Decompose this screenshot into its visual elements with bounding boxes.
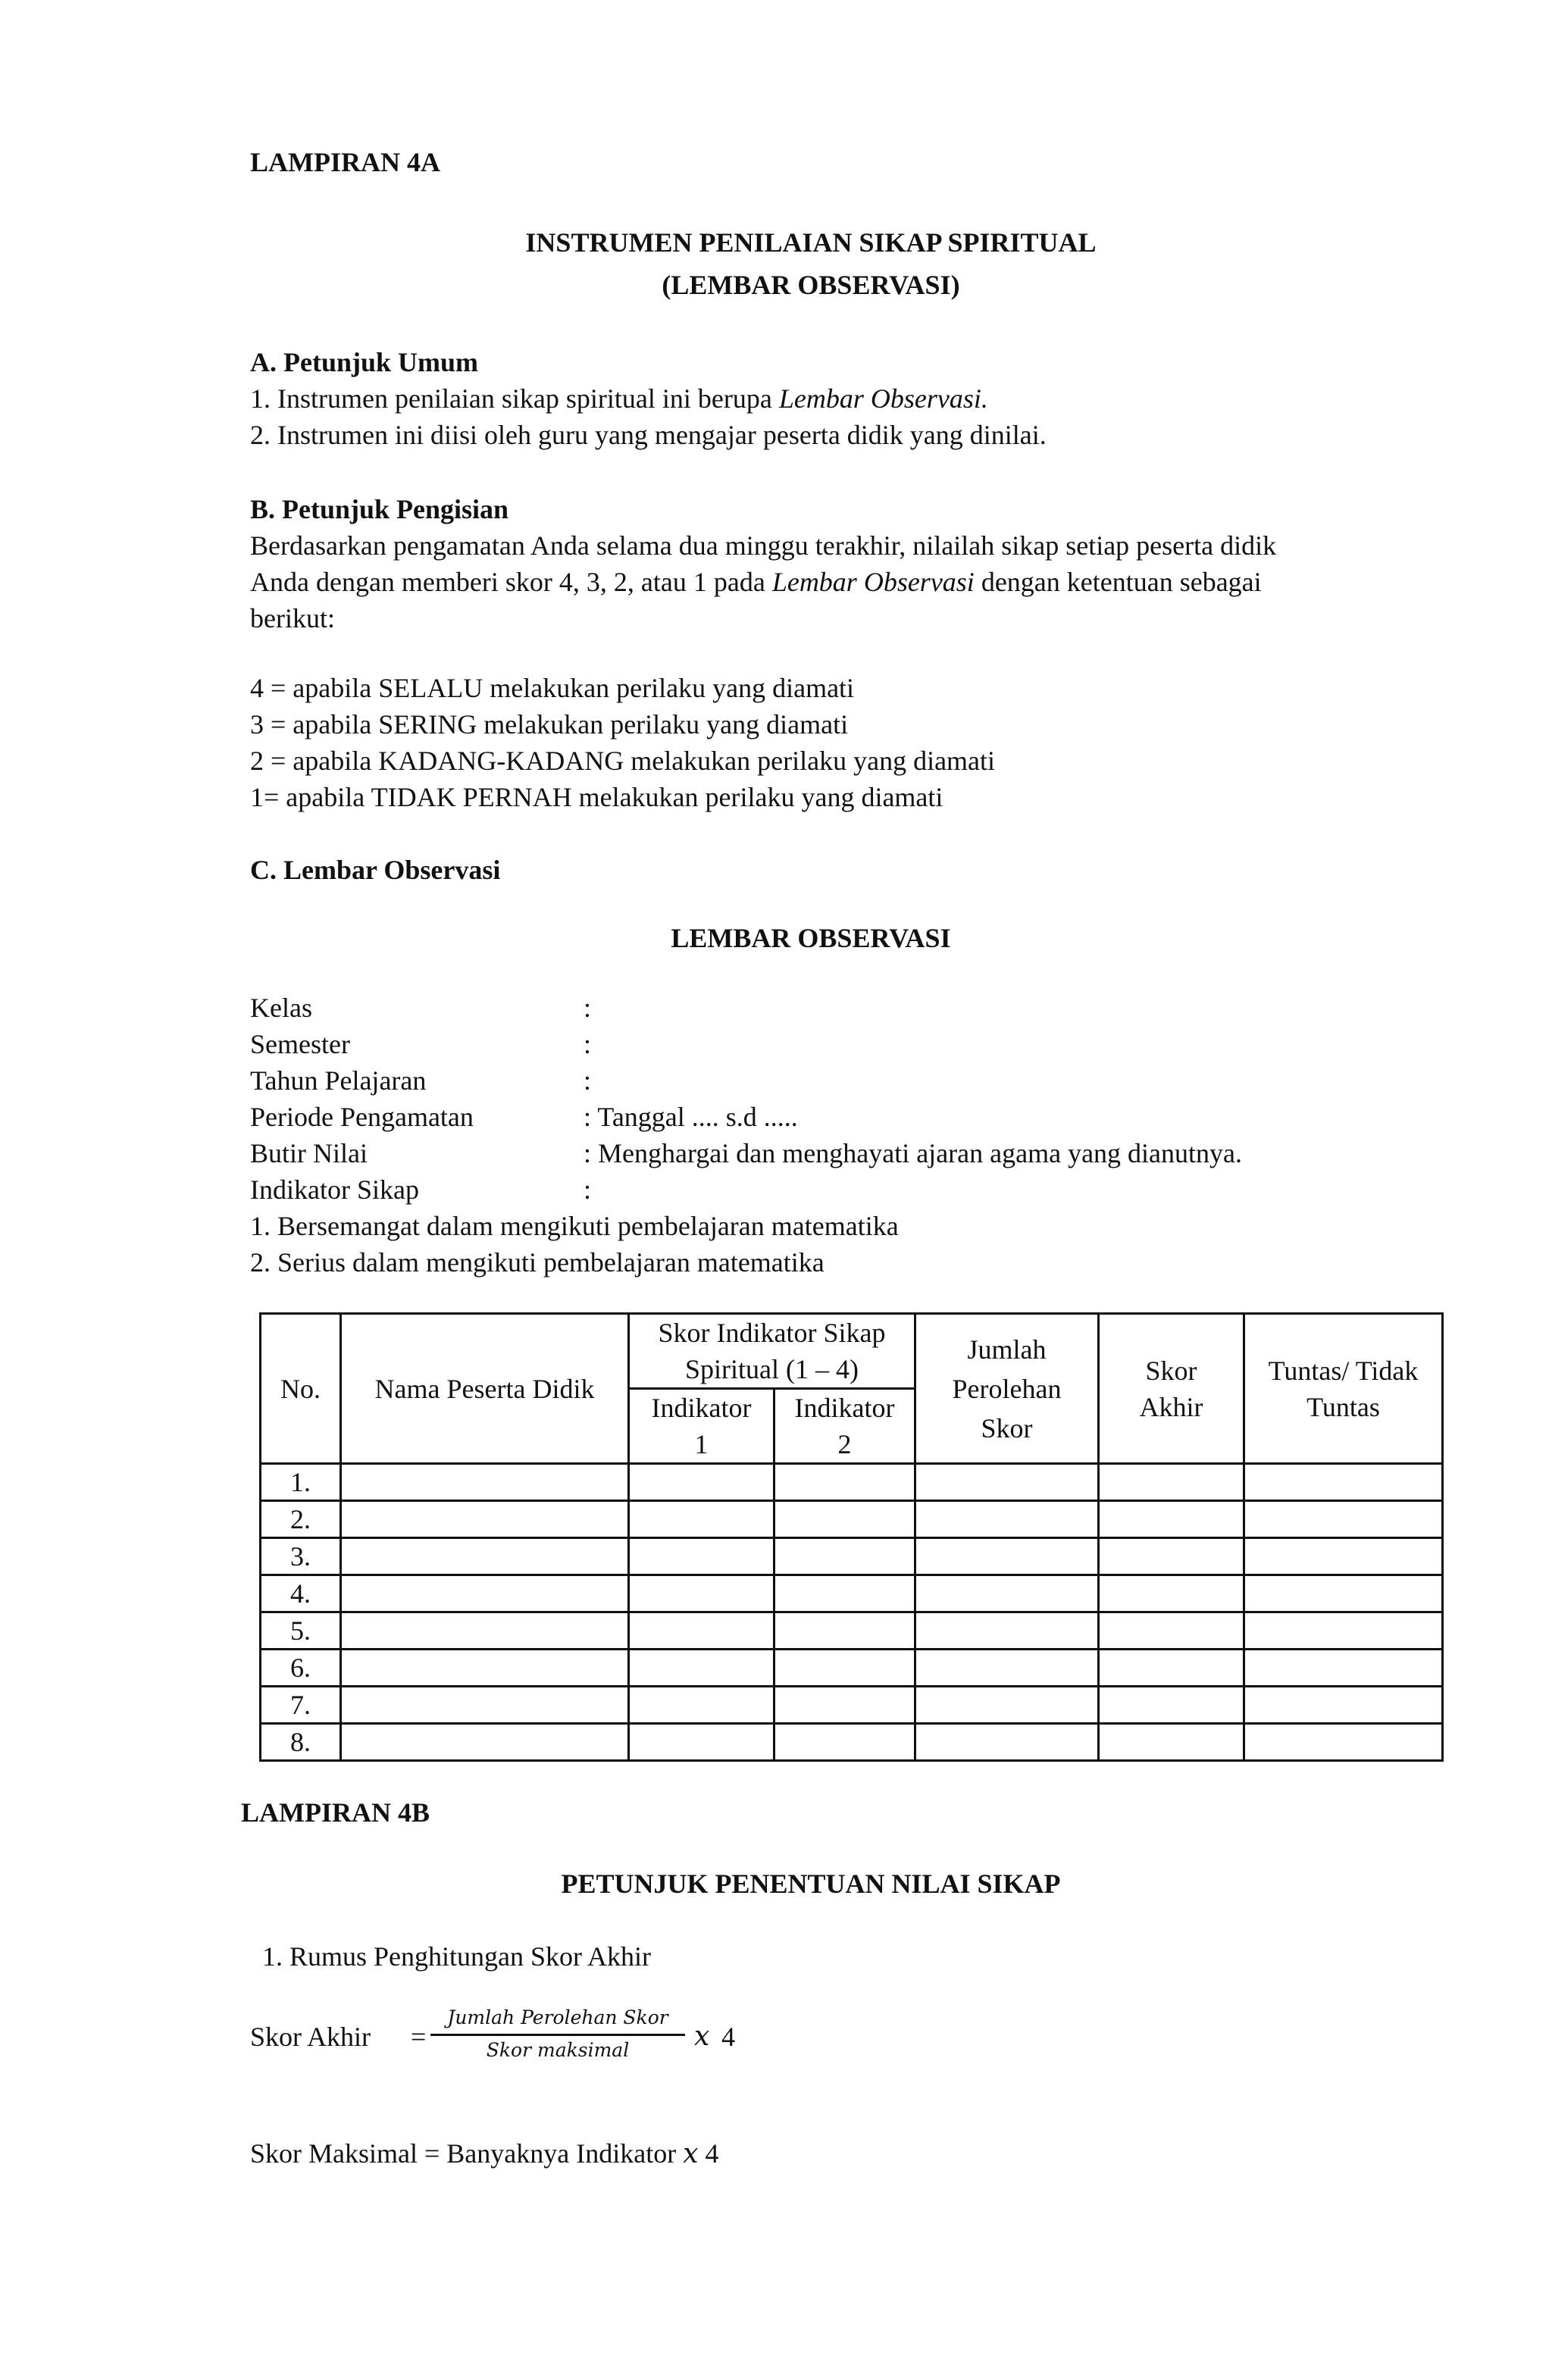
- cell-indikator-2: [774, 1501, 915, 1538]
- field-kelas-value: :: [584, 993, 592, 1023]
- field-semester: [250, 1026, 1387, 1062]
- section-c-heading: C. Lembar Observasi: [250, 855, 501, 885]
- header-tuntas-line-1: Tuntas/ Tidak: [1268, 1355, 1419, 1386]
- field-tahun-pelajaran-value: :: [584, 1065, 592, 1096]
- cell-tuntas: [1244, 1687, 1443, 1724]
- lampiran-4b-label: LAMPIRAN 4B: [241, 1797, 430, 1828]
- cell-indikator-2: [774, 1650, 915, 1687]
- formula-equals: =: [411, 2022, 427, 2052]
- cell-jumlah: [915, 1650, 1099, 1687]
- cell-nama: [341, 1575, 629, 1612]
- section-b-line-2-prefix: Anda dengan memberi skor 4, 3, 2, atau 1 pada: [250, 567, 772, 597]
- score-rule-2: 2 = apabila KADANG-KADANG melakukan perilaku yang diamati: [250, 746, 996, 776]
- formula-factor: 4: [721, 2022, 735, 2052]
- row-number: 7.: [261, 1687, 341, 1724]
- table-row: [261, 1464, 1443, 1501]
- header-indikator-1: [629, 1389, 774, 1464]
- cell-skor-akhir: [1099, 1687, 1244, 1724]
- header-indikator-2-line-2: 2: [837, 1429, 852, 1459]
- table-row: [261, 1501, 1443, 1538]
- cell-indikator-1: [629, 1687, 774, 1724]
- header-nama-peserta-didik: Nama Peserta Didik: [341, 1314, 629, 1464]
- cell-skor-akhir: [1099, 1650, 1244, 1687]
- header-skor-akhir-line-2: Akhir: [1139, 1391, 1203, 1422]
- lampiran-4b-title: PETUNJUK PENENTUAN NILAI SIKAP: [561, 1869, 1061, 1899]
- cell-indikator-1: [629, 1650, 774, 1687]
- cell-indikator-2: [774, 1612, 915, 1650]
- field-butir-nilai-label: Butir Nilai: [250, 1138, 368, 1168]
- table-row: [261, 1687, 1443, 1724]
- score-rule-3: 3 = apabila SERING melakukan perilaku yang diamati: [250, 709, 849, 740]
- cell-indikator-1: [629, 1501, 774, 1538]
- field-semester-value: :: [584, 1029, 592, 1059]
- table-row: [261, 1724, 1443, 1761]
- indicator-1: 1. Bersemangat dalam mengikuti pembelajaran matematika: [250, 1211, 899, 1241]
- score-rule-4: 4 = apabila SELALU melakukan perilaku yang diamati: [250, 673, 855, 703]
- table-row: [261, 1575, 1443, 1612]
- cell-jumlah: [915, 1612, 1099, 1650]
- header-tuntas: [1244, 1314, 1443, 1464]
- cell-indikator-2: [774, 1724, 915, 1761]
- row-number: 1.: [261, 1464, 341, 1501]
- header-indikator-2: [774, 1389, 915, 1464]
- cell-skor-akhir: [1099, 1464, 1244, 1501]
- max-score-factor: 4: [698, 2138, 719, 2169]
- cell-tuntas: [1244, 1650, 1443, 1687]
- table-row: [261, 1650, 1443, 1687]
- header-skor-akhir: [1099, 1314, 1244, 1464]
- fraction-bar: [430, 2034, 685, 2036]
- cell-tuntas: [1244, 1464, 1443, 1501]
- header-indikator-2-line-1: Indikator: [794, 1393, 895, 1423]
- section-b-line-3: berikut:: [250, 603, 335, 633]
- observation-sheet-title: LEMBAR OBSERVASI: [671, 923, 951, 953]
- formula-numerator: Jumlah Perolehan Skor: [447, 2006, 668, 2028]
- cell-nama: [341, 1650, 629, 1687]
- section-a-item-1-text: 1. Instrumen penilaian sikap spiritual ini berupa: [250, 383, 779, 414]
- cell-tuntas: [1244, 1538, 1443, 1575]
- cell-indikator-2: [774, 1538, 915, 1575]
- formula-lhs: Skor Akhir: [250, 2022, 371, 2052]
- max-score-line: [250, 2135, 719, 2172]
- field-indikator-sikap: [250, 1171, 1387, 1208]
- document-subtitle: (LEMBAR OBSERVASI): [662, 270, 960, 300]
- section-b-line-2: [250, 564, 1262, 600]
- cell-indikator-1: [629, 1612, 774, 1650]
- row-number: 3.: [261, 1538, 341, 1575]
- section-a-item-1: [250, 380, 988, 417]
- field-semester-label: Semester: [250, 1029, 350, 1059]
- cell-skor-akhir: [1099, 1575, 1244, 1612]
- header-skor-indikator-line-1: Skor Indikator Sikap: [658, 1318, 886, 1348]
- cell-nama: [341, 1724, 629, 1761]
- cell-indikator-1: [629, 1724, 774, 1761]
- field-butir-nilai-value: : Menghargai dan menghayati ajaran agama yang dianutnya.: [584, 1138, 1243, 1168]
- cell-tuntas: [1244, 1501, 1443, 1538]
- indicator-2: 2. Serius dalam mengikuti pembelajaran matematika: [250, 1247, 824, 1278]
- field-kelas-label: Kelas: [250, 993, 312, 1023]
- observation-table: [259, 1312, 1444, 1762]
- header-jumlah-line-3: Skor: [981, 1412, 1033, 1443]
- cell-jumlah: [915, 1538, 1099, 1575]
- row-number: 8.: [261, 1724, 341, 1761]
- cell-indikator-1: [629, 1464, 774, 1501]
- cell-tuntas: [1244, 1575, 1443, 1612]
- header-skor-indikator-group: [629, 1314, 915, 1389]
- max-score-text: Skor Maksimal = Banyaknya Indikator: [250, 2138, 684, 2169]
- field-kelas: [250, 990, 1387, 1026]
- section-b-line-2-italic: Lembar Observasi: [771, 567, 975, 597]
- field-periode-pengamatan: [250, 1099, 1387, 1135]
- max-score-times: x: [683, 2138, 699, 2169]
- field-periode-pengamatan-label: Periode Pengamatan: [250, 1102, 474, 1132]
- header-tuntas-line-2: Tuntas: [1306, 1391, 1380, 1422]
- header-indikator-1-line-1: Indikator: [651, 1393, 752, 1423]
- score-rule-1: 1= apabila TIDAK PERNAH melakukan perilaku yang diamati: [250, 782, 943, 812]
- cell-tuntas: [1244, 1724, 1443, 1761]
- row-number: 2.: [261, 1501, 341, 1538]
- cell-nama: [341, 1501, 629, 1538]
- header-jumlah-line-1: Jumlah: [967, 1334, 1047, 1365]
- cell-skor-akhir: [1099, 1538, 1244, 1575]
- field-tahun-pelajaran: [250, 1062, 1387, 1099]
- row-number: 6.: [261, 1650, 341, 1687]
- header-skor-indikator-line-2: Spiritual (1 – 4): [685, 1354, 859, 1384]
- section-a-item-1-italic: Lembar Observasi.: [778, 383, 988, 414]
- cell-skor-akhir: [1099, 1612, 1244, 1650]
- cell-nama: [341, 1538, 629, 1575]
- header-jumlah-perolehan-skor: [915, 1314, 1099, 1464]
- formula-fraction: [430, 2005, 685, 2063]
- cell-tuntas: [1244, 1612, 1443, 1650]
- cell-nama: [341, 1687, 629, 1724]
- cell-nama: [341, 1464, 629, 1501]
- field-indikator-sikap-label: Indikator Sikap: [250, 1174, 419, 1205]
- header-indikator-1-line-2: 1: [694, 1429, 709, 1459]
- document-title: INSTRUMEN PENILAIAN SIKAP SPIRITUAL: [525, 227, 1097, 258]
- cell-jumlah: [915, 1464, 1099, 1501]
- cell-nama: [341, 1612, 629, 1650]
- formula-item-1: 1. Rumus Penghitungan Skor Akhir: [262, 1941, 652, 1972]
- cell-indikator-2: [774, 1464, 915, 1501]
- row-number: 4.: [261, 1575, 341, 1612]
- section-b-heading: B. Petunjuk Pengisian: [250, 494, 509, 524]
- header-no: No.: [261, 1314, 341, 1464]
- header-skor-akhir-line-1: Skor: [1145, 1355, 1197, 1386]
- cell-indikator-1: [629, 1575, 774, 1612]
- header-jumlah-line-2: Perolehan: [952, 1373, 1062, 1404]
- section-a-item-2: 2. Instrumen ini diisi oleh guru yang mengajar peserta didik yang dinilai.: [250, 420, 1047, 450]
- cell-indikator-2: [774, 1687, 915, 1724]
- section-b-line-1: Berdasarkan pengamatan Anda selama dua minggu terakhir, nilailah sikap setiap peserta didik: [250, 530, 1277, 561]
- cell-skor-akhir: [1099, 1724, 1244, 1761]
- section-b-line-2-suffix: dengan ketentuan sebagai: [974, 567, 1262, 597]
- cell-skor-akhir: [1099, 1501, 1244, 1538]
- row-number: 5.: [261, 1612, 341, 1650]
- cell-indikator-2: [774, 1575, 915, 1612]
- cell-jumlah: [915, 1724, 1099, 1761]
- field-indikator-sikap-value: :: [584, 1174, 592, 1205]
- table-row: [261, 1612, 1443, 1650]
- field-periode-pengamatan-value: : Tanggal .... s.d .....: [584, 1102, 798, 1132]
- field-butir-nilai: [250, 1135, 1387, 1171]
- formula-denominator: Skor maksimal: [486, 2039, 630, 2061]
- lampiran-4a-label: LAMPIRAN 4A: [250, 147, 440, 177]
- section-a-heading: A. Petunjuk Umum: [250, 347, 479, 377]
- cell-jumlah: [915, 1501, 1099, 1538]
- table-row: [261, 1538, 1443, 1575]
- cell-indikator-1: [629, 1538, 774, 1575]
- cell-jumlah: [915, 1575, 1099, 1612]
- cell-jumlah: [915, 1687, 1099, 1724]
- field-tahun-pelajaran-label: Tahun Pelajaran: [250, 1065, 427, 1096]
- formula-times: x: [694, 2021, 710, 2052]
